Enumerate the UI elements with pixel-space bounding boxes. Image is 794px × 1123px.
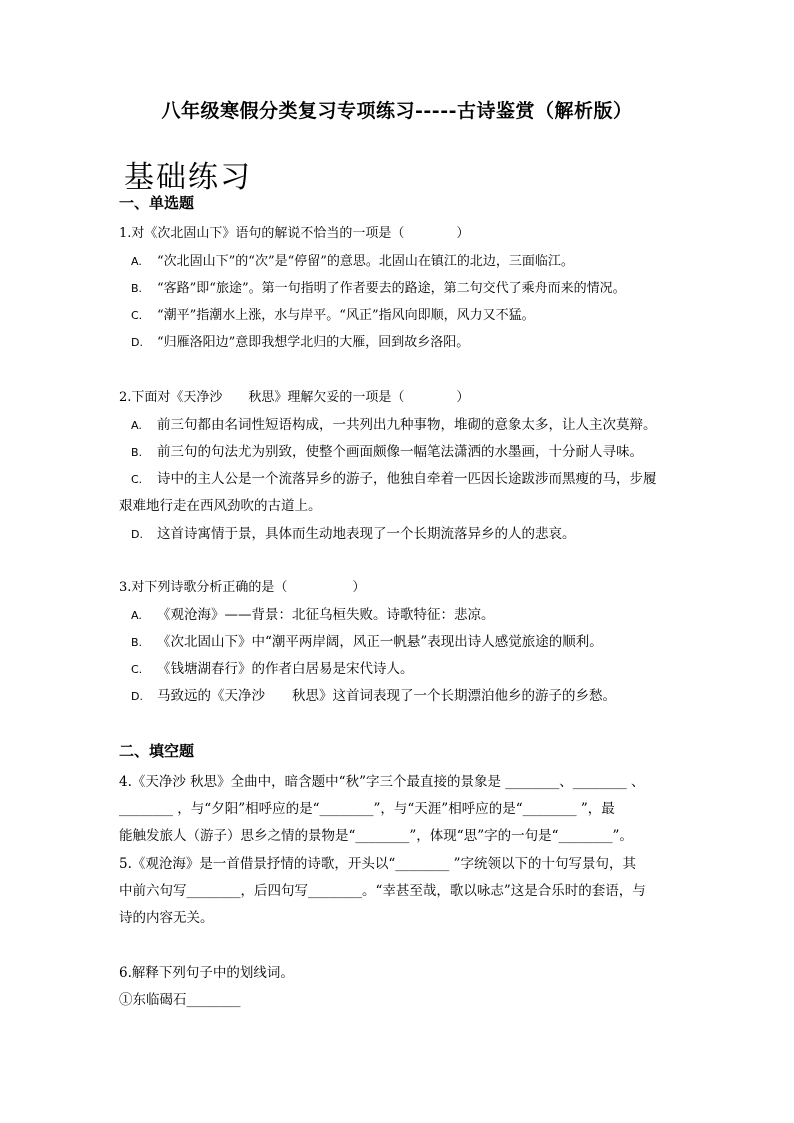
option-letter: D. (131, 528, 143, 541)
q2-option-c-continued: 艰难地行走在西风劲吹的古道上。 (119, 498, 322, 514)
option-text: 前三句都由名词性短语构成，一共列出九种事物，堆砌的意象太多，让人主次莫辩。 (157, 417, 657, 433)
option-letter: A. (131, 609, 142, 622)
q4-line-2: ________ ，与“夕阳”相呼应的是“________”，与“天涯”相呼应的是“________ ”，最 (119, 801, 615, 817)
option-letter: A. (131, 255, 142, 268)
option-text: 这首诗寓情于景，具体而生动地表现了一个长期流落异乡的人的悲哀。 (157, 526, 576, 542)
part2-heading: 二、填空题 (119, 742, 195, 760)
section-title: 基础练习 (124, 160, 252, 195)
option-letter: B. (131, 446, 143, 459)
q2-option-a (131, 413, 657, 433)
q1-option-d (131, 331, 469, 350)
q2-option-c (131, 467, 657, 487)
option-letter: D. (131, 336, 143, 349)
q1-option-c (131, 304, 535, 323)
q2-stem: 2.下面对《天净沙 秋思》理解欠妥的一项是（ ） (119, 390, 470, 405)
option-letter: B. (131, 282, 143, 295)
q3-option-a (131, 603, 495, 623)
q1-stem: 1.对《次北固山下》语句的解说不恰当的一项是（ ） (119, 226, 470, 241)
option-text: 《观沧海》——背景：北征乌桓失败。诗歌特征：悲凉。 (157, 607, 495, 623)
q3-option-c (131, 657, 414, 677)
document-title: 八年级寒假分类复习专项练习-----古诗鉴赏（解析版） (161, 100, 633, 122)
option-letter: D. (131, 690, 143, 703)
q2-option-b (131, 440, 643, 460)
option-text: “潮平”指潮水上涨，水与岸平。“风正”指风向即顺，风力又不猛。 (157, 308, 535, 323)
option-text: 《次北固山下》中“潮平两岸阔，风正一帆悬”表现出诗人感觉旅途的顺利。 (157, 634, 603, 650)
option-text: “客路”即“旅途”。第一句指明了作者要去的路途，第二句交代了乘舟而来的情况。 (157, 281, 626, 296)
q3-stem: 3.对下列诗歌分析正确的是（ ） (119, 580, 366, 595)
option-letter: B. (131, 636, 143, 649)
q5-line-1: 5.《观沧海》是一首借景抒情的诗歌，开头以“________ ”字统领以下的十句写景句，其 (119, 856, 636, 872)
q5-line-2: 中前六句写________，后四句写________。“幸甚至哉，歌以咏志”这是合乐时的套语，与 (119, 883, 646, 899)
q4-line-1: 4.《天净沙 秋思》全曲中，暗含题中“秋”字三个最直接的景象是 ________、________ 、 (119, 774, 645, 790)
q6-item-1: ①东临碣石________ (119, 992, 241, 1008)
part1-heading: 一、单选题 (119, 194, 195, 212)
q6-stem: 6.解释下列句子中的划线词。 (119, 965, 294, 981)
option-text: 前三句的句法尤为别致，使整个画面颇像一幅笔法潇洒的水墨画，十分耐人寻味。 (157, 444, 643, 460)
q3-option-b (131, 630, 603, 650)
option-letter: A. (131, 419, 142, 432)
option-letter: C. (131, 309, 143, 322)
option-text: 马致远的《天净沙 秋思》这首词表现了一个长期漂泊他乡的游子的乡愁。 (157, 688, 616, 704)
option-text: 《钱塘湖春行》的作者白居易是宋代诗人。 (157, 661, 414, 677)
q1-option-a (131, 250, 574, 269)
option-text: “次北固山下”的“次”是“停留”的意思。北固山在镇江的北边，三面临江。 (157, 254, 574, 269)
q5-line-3: 诗的内容无关。 (119, 910, 214, 926)
q1-option-b (131, 277, 626, 296)
option-letter: C. (131, 473, 143, 486)
option-text: “归雁洛阳边”意即我想学北归的大雁，回到故乡洛阳。 (157, 335, 470, 350)
option-letter: C. (131, 663, 143, 676)
option-text: 诗中的主人公是一个流落异乡的游子，他独自牵着一匹因长途跋涉而黑瘦的马，步履 (157, 471, 657, 487)
q4-line-3: 能触发旅人（游子）思乡之情的景物是“________”，体现“思”字的一句是“________”。 (119, 828, 633, 844)
q2-option-d (131, 522, 576, 542)
q3-option-d (131, 684, 616, 704)
